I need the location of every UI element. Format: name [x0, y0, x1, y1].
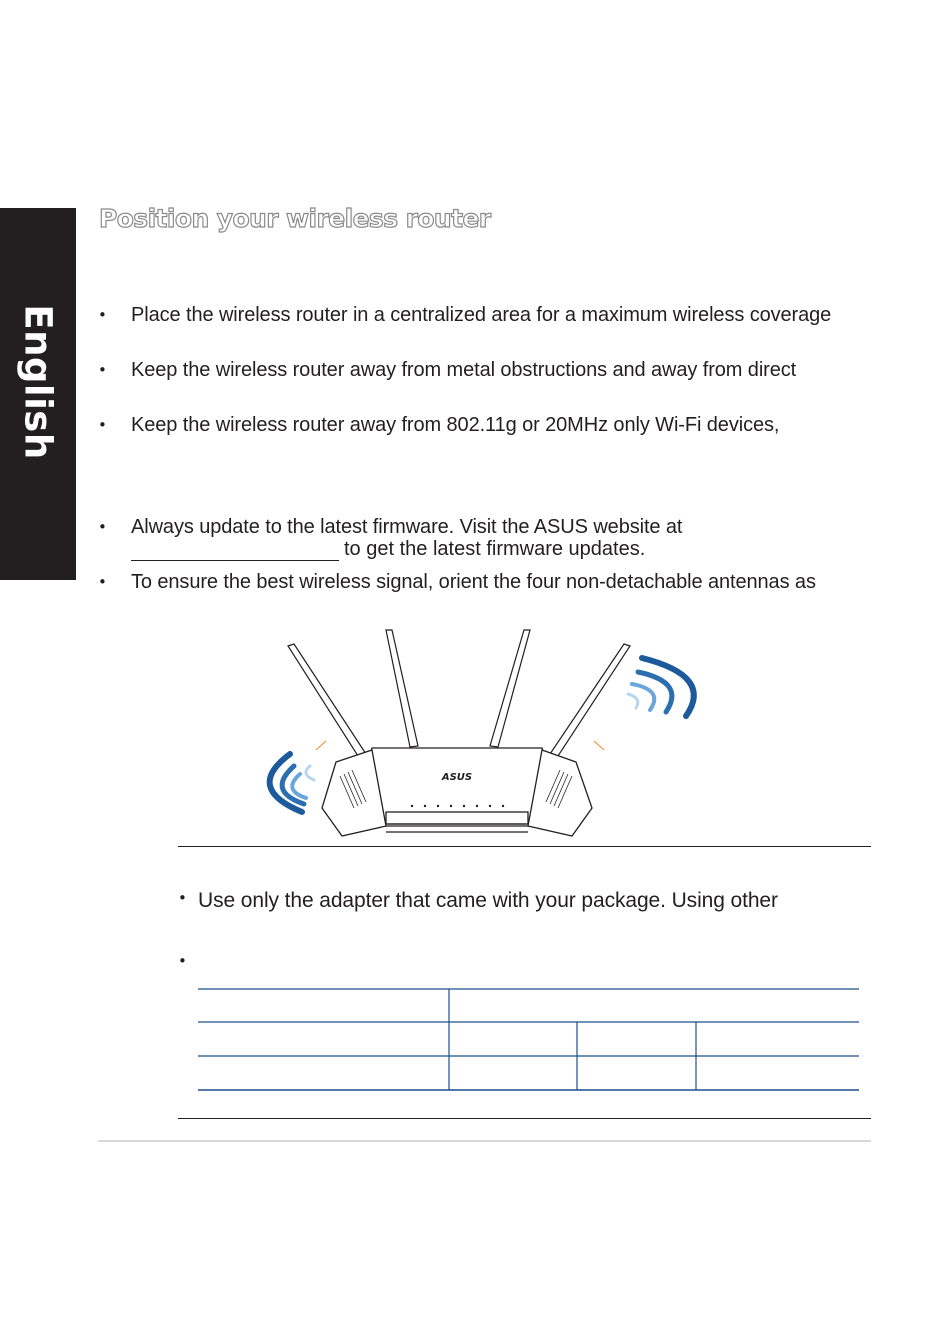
bullet-dot: •	[98, 361, 107, 379]
router-body	[322, 748, 592, 836]
bullet-text: To ensure the best wireless signal, orient the four non-detachable antennas as	[131, 571, 816, 593]
note-top-rule	[178, 846, 871, 847]
bullet-dot: •	[98, 573, 107, 591]
antenna-icon	[288, 630, 630, 756]
bullet-text: Always update to the latest firmware. Visit the ASUS website at	[131, 516, 683, 538]
bullet-dot: •	[178, 952, 187, 970]
bullet-text: Keep the wireless router away from metal obstructions and away from direct	[131, 359, 797, 381]
adapter-spec-table	[198, 988, 859, 1091]
note-text: Use only the adapter that came with your package. Using other	[198, 889, 778, 912]
language-tab-label: English	[16, 304, 60, 460]
bullet-dot: •	[178, 889, 187, 907]
bullet-text: Place the wireless router in a centralized area for a maximum wireless coverage	[131, 304, 832, 326]
signal-wave-right-icon	[628, 658, 694, 716]
router-illustration	[236, 626, 706, 842]
bullet-dot: •	[98, 306, 107, 324]
signal-wave-left-icon	[270, 754, 314, 812]
angle-marker-icon	[316, 741, 326, 750]
continuation-text: to get the latest firmware updates.	[344, 538, 646, 560]
firmware-continuation	[131, 538, 645, 561]
bullet-dot: •	[98, 518, 107, 536]
page-footer-rule	[98, 1140, 871, 1142]
router-logo: ASUS	[441, 772, 473, 783]
note-bottom-rule	[178, 1118, 871, 1119]
angle-marker-icon	[594, 741, 604, 750]
website-url-blank[interactable]	[131, 540, 339, 561]
section-heading: Position your wireless router	[99, 204, 491, 233]
bullet-dot: •	[98, 416, 107, 434]
bullet-text: Keep the wireless router away from 802.11g or 20MHz only Wi-Fi devices,	[131, 414, 780, 436]
